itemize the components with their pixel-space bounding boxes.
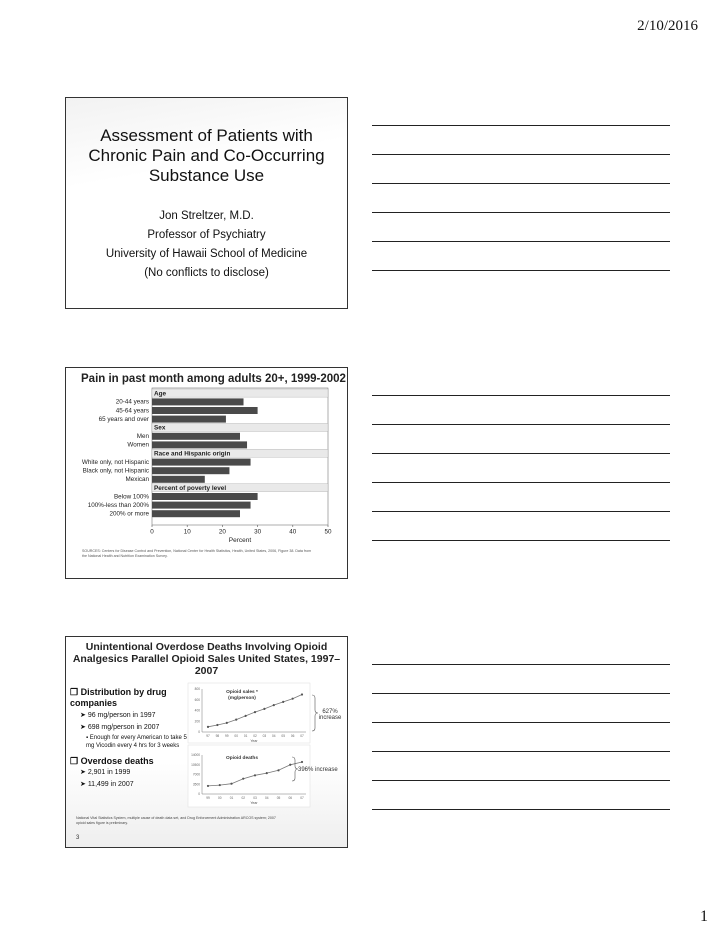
sub-bullet-1997: ➤ 96 mg/person in 1997 (80, 712, 156, 719)
y-tick-label: 800 (194, 687, 200, 692)
x-tick-label: 06 (288, 796, 293, 800)
x-tick-label: 03 (262, 734, 267, 738)
group-header-label: Percent of poverty level (154, 484, 227, 492)
bar-category-label: White only, not Hispanic (81, 458, 149, 466)
sub-bullet-2007: ➤ 698 mg/person in 2007 (80, 724, 160, 731)
bar (152, 433, 240, 440)
bar-category-label: Mexican (125, 476, 149, 484)
data-point (245, 715, 247, 717)
slide-2 (65, 367, 348, 579)
x-tick-label: 99 (225, 734, 229, 738)
x-tick-label: 97 (206, 734, 210, 738)
slide-2-title: Pain in past month among adults 20+, 1999-2002 (81, 373, 346, 385)
disclosure: (No conflicts to disclose) (144, 267, 269, 279)
data-point (266, 772, 268, 774)
group-header-bg (152, 423, 328, 431)
x-tick-label: 99 (206, 796, 210, 800)
data-point (207, 726, 209, 728)
slide-1-title: Assessment of Patients with Chronic Pain and Co-Occurring Substance Use (88, 126, 325, 185)
bar-category-label: Below 100% (113, 493, 149, 501)
slide-3-title: Unintentional Overdose Deaths Involving Opioid Analgesics Parallel Opioid Sales United States, 1997–2007 (72, 641, 341, 677)
line-chart-title: Opioid sales * (226, 690, 258, 695)
sub-bullet-1997-text: 96 mg/person in 1997 (87, 712, 156, 719)
chart-source: SOURCES: Centers for Disease Control and Prevention, National Center for Health Statistics, Health, United States, 2006, Figure 38. Data from the National Health and Nutrition Examination Survey. (82, 549, 312, 558)
group-header-label: Sex (154, 424, 166, 432)
x-axis-label: Percent (228, 537, 252, 544)
x-tick-label: 02 (241, 796, 246, 800)
data-point (263, 708, 265, 710)
bar-category-label: 100%-less than 200% (87, 501, 149, 509)
slide-3 (65, 636, 348, 848)
bar (152, 407, 258, 414)
sub-bullet-2007-deaths-text: 11,499 in 2007 (87, 781, 134, 788)
sub-bullet-2007-deaths: ➤ 11,499 in 2007 (80, 781, 134, 788)
y-tick-label: 400 (194, 708, 200, 713)
x-axis-label: Year (250, 801, 258, 805)
presenter-name: Jon Streltzer, M.D. (159, 210, 254, 222)
x-tick-label: 07 (300, 796, 304, 800)
opioid-line-charts (66, 637, 347, 817)
x-tick-label: 0 (150, 528, 154, 536)
slide-3-source: National Vital Statistics System, multiple cause of death data set, and Drug Enforcement Administration ARCOS system; 2007 opioid sales figure is preliminary. (76, 816, 276, 825)
group-header-label: Age (154, 390, 167, 398)
notes-lines-1 (372, 125, 670, 299)
page-number: 1 (700, 908, 708, 925)
x-tick-label: 01 (243, 734, 248, 738)
y-tick-label: 0 (198, 730, 200, 735)
x-tick-label: 98 (215, 734, 220, 738)
x-tick-label: 05 (281, 734, 285, 738)
x-tick-label: 30 (254, 528, 262, 536)
x-tick-label: 04 (264, 796, 269, 800)
x-tick-label: 20 (218, 528, 226, 536)
data-point (301, 693, 303, 695)
sub-sub-bullet-vicodin: ▪ Enough for every American to take 5 mg Vicodin every 4 hrs for 3 weeks (86, 735, 187, 749)
sub-bullet-2007-text: 698 mg/person in 2007 (87, 724, 160, 731)
slide-1 (65, 97, 348, 309)
y-tick-label: 600 (194, 697, 200, 702)
bar (152, 502, 251, 509)
data-point (289, 764, 291, 766)
data-point (254, 774, 256, 776)
notes-lines-3 (372, 664, 670, 838)
y-tick-label: 10500 (191, 762, 200, 767)
group-header-label: Race and Hispanic origin (154, 450, 231, 458)
group-header-bg (152, 389, 328, 397)
x-tick-label: 07 (300, 734, 304, 738)
data-point (254, 711, 256, 713)
bar (152, 510, 240, 517)
x-tick-label: 01 (229, 796, 234, 800)
bar-category-label: 200% or more (109, 510, 149, 518)
bar (152, 459, 251, 466)
data-point (235, 719, 237, 721)
data-point (292, 698, 294, 700)
bar (152, 476, 205, 483)
y-tick-label: 14000 (191, 753, 200, 758)
data-point (207, 785, 209, 787)
notes-lines-2 (372, 395, 670, 569)
bar (152, 441, 247, 448)
data-point (219, 784, 221, 786)
annotation-627: 627% increase (318, 709, 342, 721)
data-point (273, 704, 275, 706)
line-chart-title: (mg/person) (228, 696, 256, 701)
header-date: 2/10/2016 (637, 18, 698, 34)
bar (152, 493, 258, 500)
data-point (216, 724, 218, 726)
y-tick-label: 3500 (192, 782, 200, 787)
y-tick-label: 7000 (192, 772, 200, 777)
x-tick-label: 06 (290, 734, 295, 738)
x-tick-label: 40 (289, 528, 297, 536)
sub-bullet-1999: ➤ 2,901 in 1999 (80, 769, 131, 776)
bar-category-label: 45-64 years (115, 407, 149, 415)
bar-category-label: Women (127, 441, 149, 449)
bar (152, 416, 226, 423)
data-point (301, 761, 303, 763)
y-tick-label: 0 (198, 792, 200, 797)
data-point (277, 769, 279, 771)
x-tick-label: 03 (253, 796, 257, 800)
presenter-affiliation: University of Hawaii School of Medicine (105, 248, 308, 260)
data-point (230, 783, 232, 785)
bullet-overdose-text: Overdose deaths (80, 756, 154, 766)
bullet-distribution: ❒ Distribution by drug companies (70, 687, 167, 708)
x-tick-label: 00 (234, 734, 238, 738)
bar (152, 467, 229, 474)
sub-bullet-1999-text: 2,901 in 1999 (87, 769, 131, 776)
bar-category-label: Men (136, 433, 149, 441)
sub-sub-bullet-vicodin-text: Enough for every American to take 5 mg Vicodin every 4 hrs for 3 weeks (86, 735, 187, 749)
x-tick-label: 04 (272, 734, 276, 738)
annotation-396: 396% increase (298, 767, 338, 773)
data-point (282, 701, 284, 703)
presenter-title: Professor of Psychiatry (147, 229, 266, 241)
x-tick-label: 10 (183, 528, 191, 536)
bullet-overdose: ❒ Overdose deaths (70, 756, 154, 766)
x-tick-label: 00 (217, 796, 222, 800)
y-tick-label: 200 (194, 719, 200, 724)
x-tick-label: 02 (253, 734, 257, 738)
bar-category-label: 65 years and over (98, 415, 149, 423)
x-tick-label: 05 (276, 796, 281, 800)
x-axis-label: Year (250, 739, 258, 743)
data-point (226, 722, 228, 724)
pain-bar-chart (66, 368, 347, 548)
bar-category-label: 20-44 years (115, 398, 149, 406)
data-point (242, 778, 244, 780)
x-tick-label: 50 (324, 528, 332, 536)
bar-category-label: Black only, not Hispanic (82, 467, 149, 475)
bar (152, 398, 244, 405)
bullet-distribution-text: Distribution by drug companies (70, 687, 167, 708)
line-chart-title: Opioid deaths (226, 756, 258, 761)
slide-3-number: 3 (76, 835, 80, 841)
